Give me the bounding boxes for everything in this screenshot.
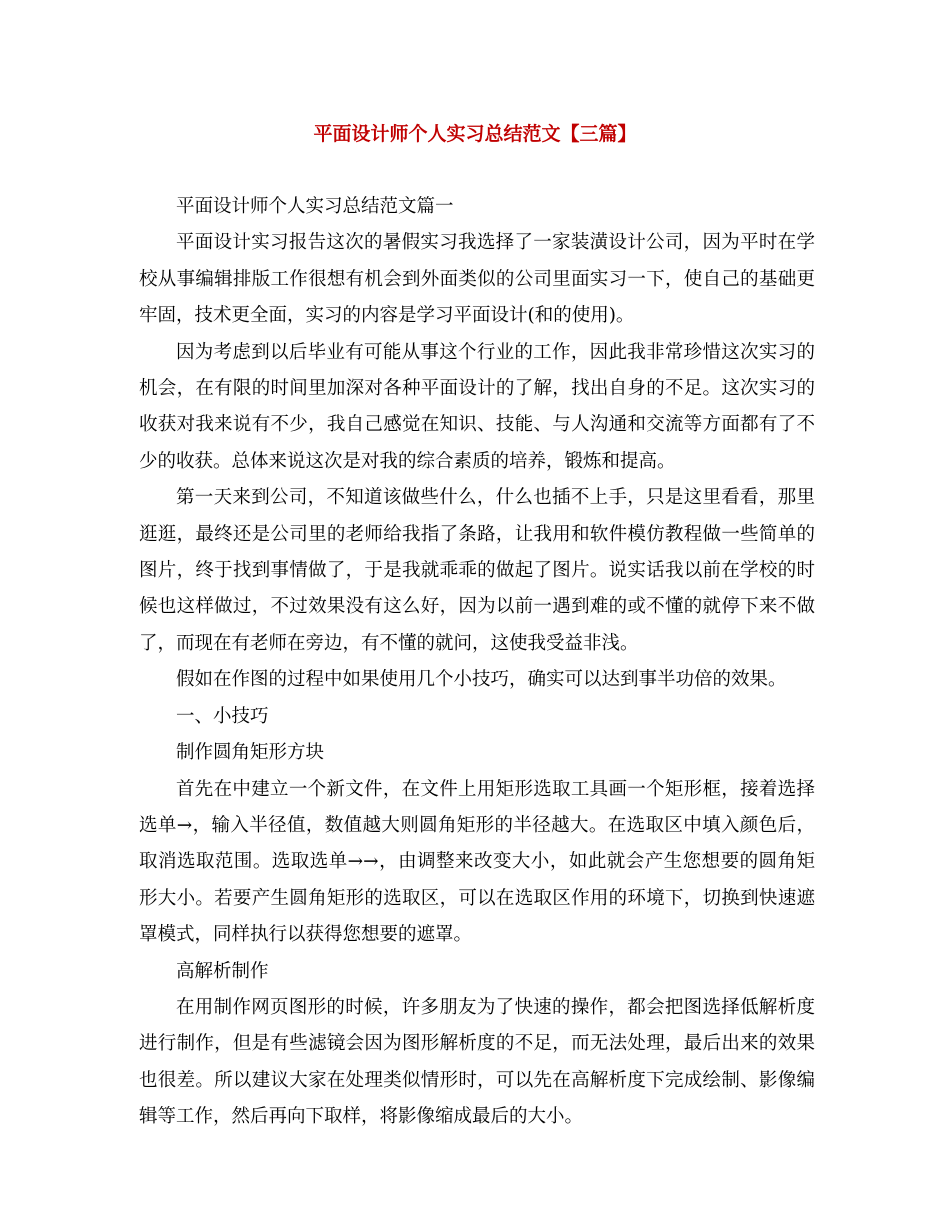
document-body — [139, 189, 815, 1136]
body-paragraph: 假如在作图的过程中如果使用几个小技巧，确实可以达到事半功倍的效果。 — [176, 669, 787, 691]
section-heading: 平面设计师个人实习总结范文篇一 — [176, 196, 454, 217]
body-paragraph: 平面设计实习报告这次的暑假实习我选择了一家装潢设计公司，因为平时在学校从事编辑排版工作很想有机会到外面类似的公司里面实习一下，使自己的基础更牢固，技术更全面，实习的内容是学习平面设计(和的使用)。 — [139, 232, 815, 327]
subheading: 一、小技巧 — [176, 705, 269, 727]
subheading: 制作圆角矩形方块 — [176, 742, 325, 764]
body-paragraph: 在用制作网页图形的时候，许多朋友为了快速的操作，都会把图选择低解析度进行制作，但是有些滤镜会因为图形解析度的不足，而无法处理，最后出来的效果也很差。所以建议大家在处理类似情形时，可以先在高解析度下完成绘制、影像编辑等工作，然后再向下取样，将影像缩成最后的大小。 — [139, 996, 815, 1128]
subheading: 高解析制作 — [176, 960, 269, 982]
body-paragraph: 第一天来到公司，不知道该做些什么，什么也插不上手，只是这里看看，那里逛逛，最终还是公司里的老师给我指了条路，让我用和软件模仿教程做一些简单的图片，终于找到事情做了，于是我就乖乖的做起了图片。说实话我以前在学校的时候也这样做过，不过效果没有这么好，因为以前一遇到难的或不懂的就停下来不做了，而现在有老师在旁边，有不懂的就问，这使我受益非浅。 — [139, 487, 815, 654]
body-paragraph: 首先在中建立一个新文件，在文件上用矩形选取工具画一个矩形框，接着选择选单→，输入半径值，数值越大则圆角矩形的半径越大。在选取区中填入颜色后，取消选取范围。选取选单→→，由调整来改变大小，如此就会产生您想要的圆角矩形大小。若要产生圆角矩形的选取区，可以在选取区作用的环境下，切换到快速遮罩模式，同样执行以获得您想要的遮罩。 — [139, 778, 815, 946]
document-title: 平面设计师个人实习总结范文【三篇】 — [313, 123, 637, 145]
body-paragraph: 因为考虑到以后毕业有可能从事这个行业的工作，因此我非常珍惜这次实习的机会，在有限的时间里加深对各种平面设计的了解，找出自身的不足。这次实习的收获对我来说有不少，我自己感觉在知识、技能、与人沟通和交流等方面都有了不少的收获。总体来说这次是对我的综合素质的培养，锻炼和提高。 — [139, 341, 815, 472]
